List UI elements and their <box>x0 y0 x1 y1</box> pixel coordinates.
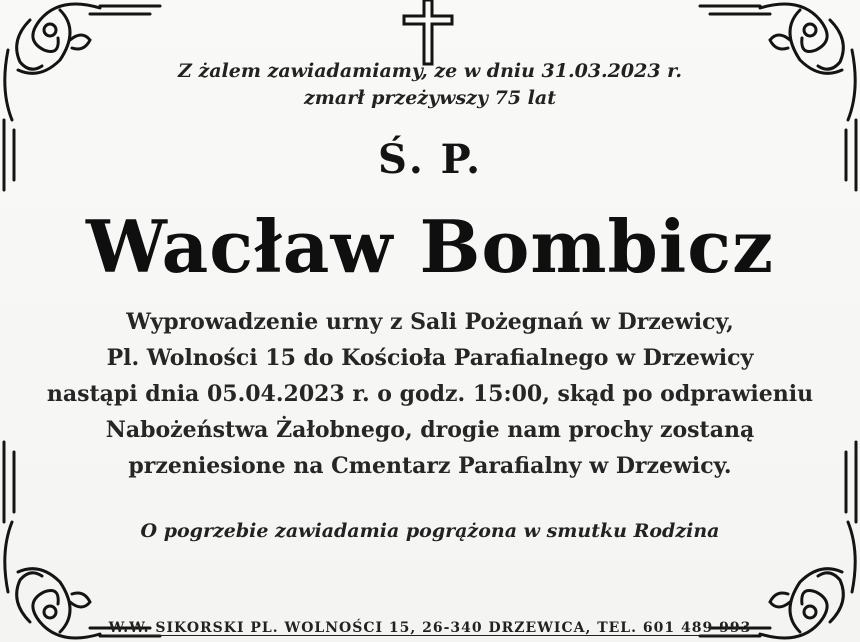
intro-line: Z żalem zawiadamiamy, ze w dniu 31.03.2023 r. <box>177 60 683 82</box>
details-line: Pl. Wolności 15 do Kościoła Parafialnego w Drzewicy <box>106 345 754 371</box>
honorific: Ś. P. <box>377 136 483 183</box>
details-line: Wyprowadzenie urny z Sali Pożegnań w Drzewicy, <box>126 309 734 335</box>
details-line: nastąpi dnia 05.04.2023 r. o godz. 15:00, skąd po odprawieniu <box>46 381 814 407</box>
closing-text: O pogrzebie zawiadamia pogrążona w smutku Rodzina <box>140 520 720 542</box>
intro-line: zmarł przeżywszy 75 lat <box>303 87 556 109</box>
funeral-details <box>0 304 860 484</box>
details-line: przeniesione na Cmentarz Parafialny w Drzewicy. <box>128 453 732 479</box>
intro-text <box>0 58 860 112</box>
printer-footer: W.W. SIKORSKI PL. WOLNOŚCI 15, 26-340 DRZEWICA, TEL. 601 489 993 <box>108 620 752 636</box>
details-line: Nabożeństwa Żałobnego, drogie nam prochy zostaną <box>105 417 755 443</box>
deceased-name: Wacław Bombicz <box>86 204 774 289</box>
